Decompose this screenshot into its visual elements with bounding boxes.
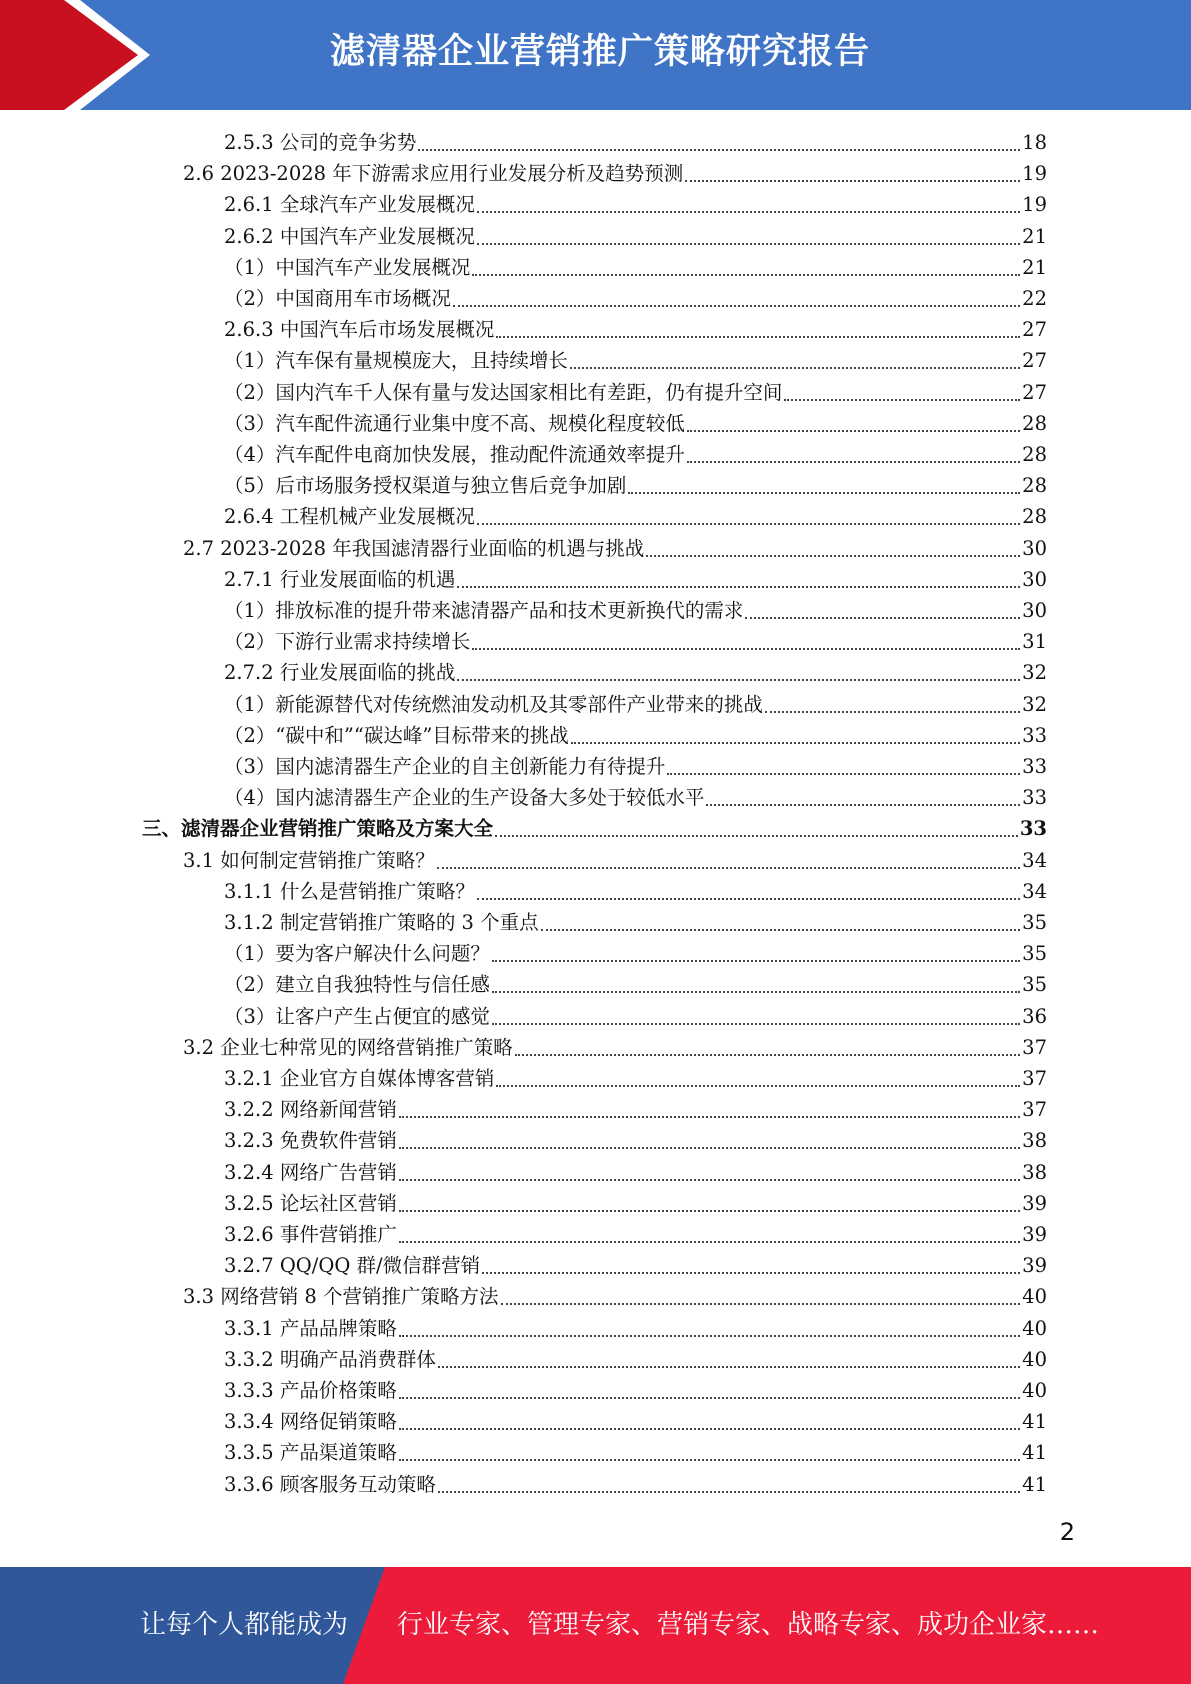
toc-entry-page: 27 [1022,318,1047,341]
toc-entry-page: 40 [1022,1379,1047,1402]
toc-entry-page: 39 [1022,1192,1047,1215]
toc-entry[interactable] [224,1344,1047,1375]
toc-entry-label: 三、滤清器企业营销推广策略及方案大全 [142,817,494,840]
toc-dot-leader [472,274,1020,276]
toc-entry[interactable] [224,1063,1047,1094]
toc-entry-page: 38 [1022,1161,1047,1184]
toc-entry-page: 40 [1022,1317,1047,1340]
toc-entry-page: 33 [1022,786,1047,809]
toc-entry-label: （1）中国汽车产业发展概况 [224,256,471,279]
toc-entry[interactable] [224,1250,1047,1281]
toc-entry[interactable] [224,876,1047,907]
toc-dot-leader [492,991,1020,993]
toc-entry[interactable] [224,1094,1047,1125]
toc-entry-label: （3）让客户产生占便宜的感觉 [224,1005,490,1028]
toc-entry-label: 3.1 如何制定营销推广策略？ [183,849,435,872]
toc-entry-page: 41 [1022,1473,1047,1496]
toc-entry[interactable] [224,189,1047,220]
toc-entry-page: 39 [1022,1223,1047,1246]
toc-entry-label: （2）建立自我独特性与信任感 [224,973,490,996]
toc-entry-page: 33 [1019,817,1047,840]
toc-entry[interactable] [224,1157,1047,1188]
toc-entry-label: （1）汽车保有量规模庞大，且持续增长 [224,349,568,372]
toc-entry[interactable] [224,127,1047,158]
toc-entry-page: 39 [1022,1254,1047,1277]
toc-entry-page: 35 [1022,942,1047,965]
toc-entry[interactable] [224,938,1047,969]
toc-entry-page: 32 [1022,693,1047,716]
report-title: 滤清器企业营销推广策略研究报告 [329,32,870,72]
toc-entry-label: 3.1.1 什么是营销推广策略？ [224,880,475,903]
toc-entry-label: （3）国内滤清器生产企业的自主创新能力有待提升 [224,755,666,778]
toc-entry-label: 2.6.3 中国汽车后市场发展概况 [224,318,495,341]
toc-entry[interactable] [224,720,1047,751]
toc-entry-label: （1）要为客户解决什么问题？ [224,942,490,965]
toc-entry-label: 3.1.2 制定营销推广策略的 3 个重点 [224,911,539,934]
toc-entry[interactable] [224,1437,1047,1468]
toc-dot-leader [437,867,1020,869]
footer-slogan-right: 行业专家、管理专家、营销专家、战略专家、成功企业家…… [397,1610,1100,1640]
toc-entry-label: 2.6.4 工程机械产业发展概况 [224,505,475,528]
toc-entry[interactable] [224,408,1047,439]
toc-dot-leader [457,679,1020,681]
page-footer [0,1567,1191,1684]
toc-entry-page: 36 [1022,1005,1047,1028]
toc-entry-label: 3.2.2 网络新闻营销 [224,1098,397,1121]
toc-entry[interactable] [224,1469,1047,1500]
toc-dot-leader [399,1147,1020,1149]
toc-entry-label: 3.3.5 产品渠道策略 [224,1441,397,1464]
toc-dot-leader [646,555,1020,557]
toc-entry[interactable] [224,1406,1047,1437]
toc-entry[interactable] [224,1219,1047,1250]
toc-entry-page: 37 [1022,1098,1047,1121]
toc-entry-label: 3.3.4 网络促销策略 [224,1410,397,1433]
toc-entry[interactable] [224,689,1047,720]
toc-entry-page: 33 [1022,724,1047,747]
toc-entry[interactable] [224,1188,1047,1219]
toc-entry-page: 41 [1022,1441,1047,1464]
toc-entry[interactable] [224,907,1047,938]
toc-entry-page: 40 [1022,1348,1047,1371]
toc-entry[interactable] [224,221,1047,252]
toc-entry-label: （1）新能源替代对传统燃油发动机及其零部件产业带来的挑战 [224,693,763,716]
toc-entry-page: 37 [1022,1067,1047,1090]
toc-entry-label: 3.3 网络营销 8 个营销推广策略方法 [183,1285,499,1308]
toc-entry-label: 3.2.7 QQ/QQ 群/微信群营销 [224,1254,481,1277]
toc-entry-page: 28 [1022,412,1047,435]
toc-entry[interactable] [224,595,1047,626]
toc-dot-leader [482,1272,1020,1274]
toc-entry-label: 2.7 2023-2028 年我国滤清器行业面临的机遇与挑战 [183,537,645,560]
toc-dot-leader [472,648,1020,650]
toc-entry-label: 3.2 企业七种常见的网络营销推广策略 [183,1036,513,1059]
toc-entry-page: 19 [1022,193,1047,216]
toc-entry[interactable] [224,501,1047,532]
toc-entry-label: 3.3.6 顾客服务互动策略 [224,1473,436,1496]
toc-dot-leader [570,367,1020,369]
toc-entry-page: 27 [1022,349,1047,372]
toc-dot-leader [477,898,1020,900]
toc-entry[interactable] [224,1125,1047,1156]
toc-dot-leader [515,1054,1020,1056]
toc-entry-label: （2）下游行业需求持续增长 [224,630,471,653]
toc-dot-leader [745,617,1020,619]
toc-entry-label: 2.6.1 全球汽车产业发展概况 [224,193,475,216]
toc-dot-leader [496,336,1020,338]
toc-entry-page: 32 [1022,661,1047,684]
toc-dot-leader [453,305,1020,307]
toc-entry-page: 37 [1022,1036,1047,1059]
toc-dot-leader [418,149,1020,151]
toc-entry[interactable] [224,564,1047,595]
toc-entry-page: 30 [1022,537,1047,560]
toc-entry-label: 3.2.5 论坛社区营销 [224,1192,397,1215]
toc-entry[interactable] [224,1375,1047,1406]
toc-entry-page: 41 [1022,1410,1047,1433]
toc-entry-page: 22 [1022,287,1047,310]
toc-dot-leader [438,1366,1020,1368]
toc-dot-leader [399,1241,1020,1243]
toc-dot-leader [571,742,1020,744]
toc-entry-page: 19 [1022,162,1047,185]
toc-entry[interactable] [224,626,1047,657]
toc-entry[interactable] [183,845,1047,876]
toc-dot-leader [706,804,1020,806]
toc-dot-leader [496,1085,1020,1087]
toc-dot-leader [477,211,1020,213]
toc-entry-label: （4）汽车配件电商加快发展，推动配件流通效率提升 [224,443,685,466]
toc-dot-leader [628,492,1020,494]
toc-entry-page: 34 [1022,880,1047,903]
toc-dot-leader [399,1459,1020,1461]
toc-entry[interactable] [224,969,1047,1000]
toc-dot-leader [687,461,1020,463]
toc-entry-label: 2.7.2 行业发展面临的挑战 [224,661,456,684]
toc-dot-leader [495,835,1018,837]
toc-entry-label: 2.7.1 行业发展面临的机遇 [224,568,456,591]
toc-entry-page: 30 [1022,568,1047,591]
toc-entry[interactable] [183,158,1047,189]
toc-entry-label: 3.2.4 网络广告营销 [224,1161,397,1184]
toc-entry-label: 2.5.3 公司的竞争劣势 [224,131,417,154]
toc-entry-label: （1）排放标准的提升带来滤清器产品和技术更新换代的需求 [224,599,744,622]
toc-entry-page: 28 [1022,505,1047,528]
toc-dot-leader [501,1303,1021,1305]
toc-entry[interactable] [183,533,1047,564]
toc-entry[interactable] [224,314,1047,345]
toc-dot-leader [438,1491,1020,1493]
toc-dot-leader [457,586,1020,588]
toc-entry-label: 2.6.2 中国汽车产业发展概况 [224,225,475,248]
toc-entry[interactable] [224,439,1047,470]
toc-dot-leader [399,1210,1020,1212]
toc-dot-leader [399,1179,1020,1181]
toc-dot-leader [399,1116,1020,1118]
toc-entry-page: 18 [1022,131,1047,154]
toc-entry-label: （2）国内汽车千人保有量与发达国家相比有差距，仍有提升空间 [224,381,783,404]
toc-dot-leader [399,1428,1020,1430]
toc-dot-leader [492,1023,1020,1025]
toc-entry-label: （5）后市场服务授权渠道与独立售后竞争加剧 [224,474,627,497]
toc-entry[interactable] [183,1281,1047,1312]
toc-entry-page: 30 [1022,599,1047,622]
toc-entry[interactable] [224,1313,1047,1344]
toc-entry-page: 35 [1022,973,1047,996]
toc-entry-label: 2.6 2023-2028 年下游需求应用行业发展分析及趋势预测 [183,162,684,185]
toc-entry[interactable] [224,345,1047,376]
toc-entry[interactable] [224,751,1047,782]
toc-entry-label: 3.3.1 产品品牌策略 [224,1317,397,1340]
footer-slogan-left: 让每个人都能成为 [140,1610,349,1640]
toc-entry-page: 28 [1022,474,1047,497]
page-number: 2 [1059,1518,1075,1546]
toc-entry-label: 3.3.2 明确产品消费群体 [224,1348,436,1371]
toc-entry[interactable] [224,252,1047,283]
toc-entry-page: 31 [1022,630,1047,653]
toc-entry-label: （3）汽车配件流通行业集中度不高、规模化程度较低 [224,412,685,435]
toc-entry-page: 40 [1022,1285,1047,1308]
toc-dot-leader [685,180,1020,182]
toc-entry[interactable] [224,782,1047,813]
toc-entry[interactable] [224,470,1047,501]
toc-entry-label: 3.2.1 企业官方自媒体博客营销 [224,1067,495,1090]
toc-entry-label: （2）“碳中和”“碳达峰”目标带来的挑战 [224,724,569,747]
page-header [0,0,1191,110]
toc-dot-leader [667,773,1020,775]
toc-entry-label: 3.2.3 免费软件营销 [224,1129,397,1152]
toc-entry-label: 3.3.3 产品价格策略 [224,1379,397,1402]
toc-entry-page: 34 [1022,849,1047,872]
toc-entry-page: 38 [1022,1129,1047,1152]
toc-entry-label: （4）国内滤清器生产企业的生产设备大多处于较低水平 [224,786,705,809]
toc-dot-leader [399,1335,1020,1337]
toc-entry-page: 35 [1022,911,1047,934]
toc-dot-leader [687,430,1020,432]
toc-entry[interactable] [142,813,1047,844]
toc-entry[interactable] [224,377,1047,408]
toc-entry-page: 21 [1022,225,1047,248]
toc-entry[interactable] [224,657,1047,688]
toc-dot-leader [399,1397,1020,1399]
toc-entry-page: 33 [1022,755,1047,778]
toc-dot-leader [541,929,1021,931]
toc-entry[interactable] [183,1032,1047,1063]
toc-entry[interactable] [224,283,1047,314]
toc-dot-leader [477,243,1020,245]
toc-entry-page: 28 [1022,443,1047,466]
toc-entry-page: 21 [1022,256,1047,279]
toc-dot-leader [765,711,1020,713]
toc-dot-leader [492,960,1020,962]
header-arrow-icon [0,0,138,110]
toc-entry-label: （2）中国商用车市场概况 [224,287,451,310]
toc-entry-page: 27 [1022,381,1047,404]
toc-dot-leader [784,399,1020,401]
toc-entry-label: 3.2.6 事件营销推广 [224,1223,397,1246]
toc-dot-leader [477,523,1020,525]
toc-entry[interactable] [224,1001,1047,1032]
